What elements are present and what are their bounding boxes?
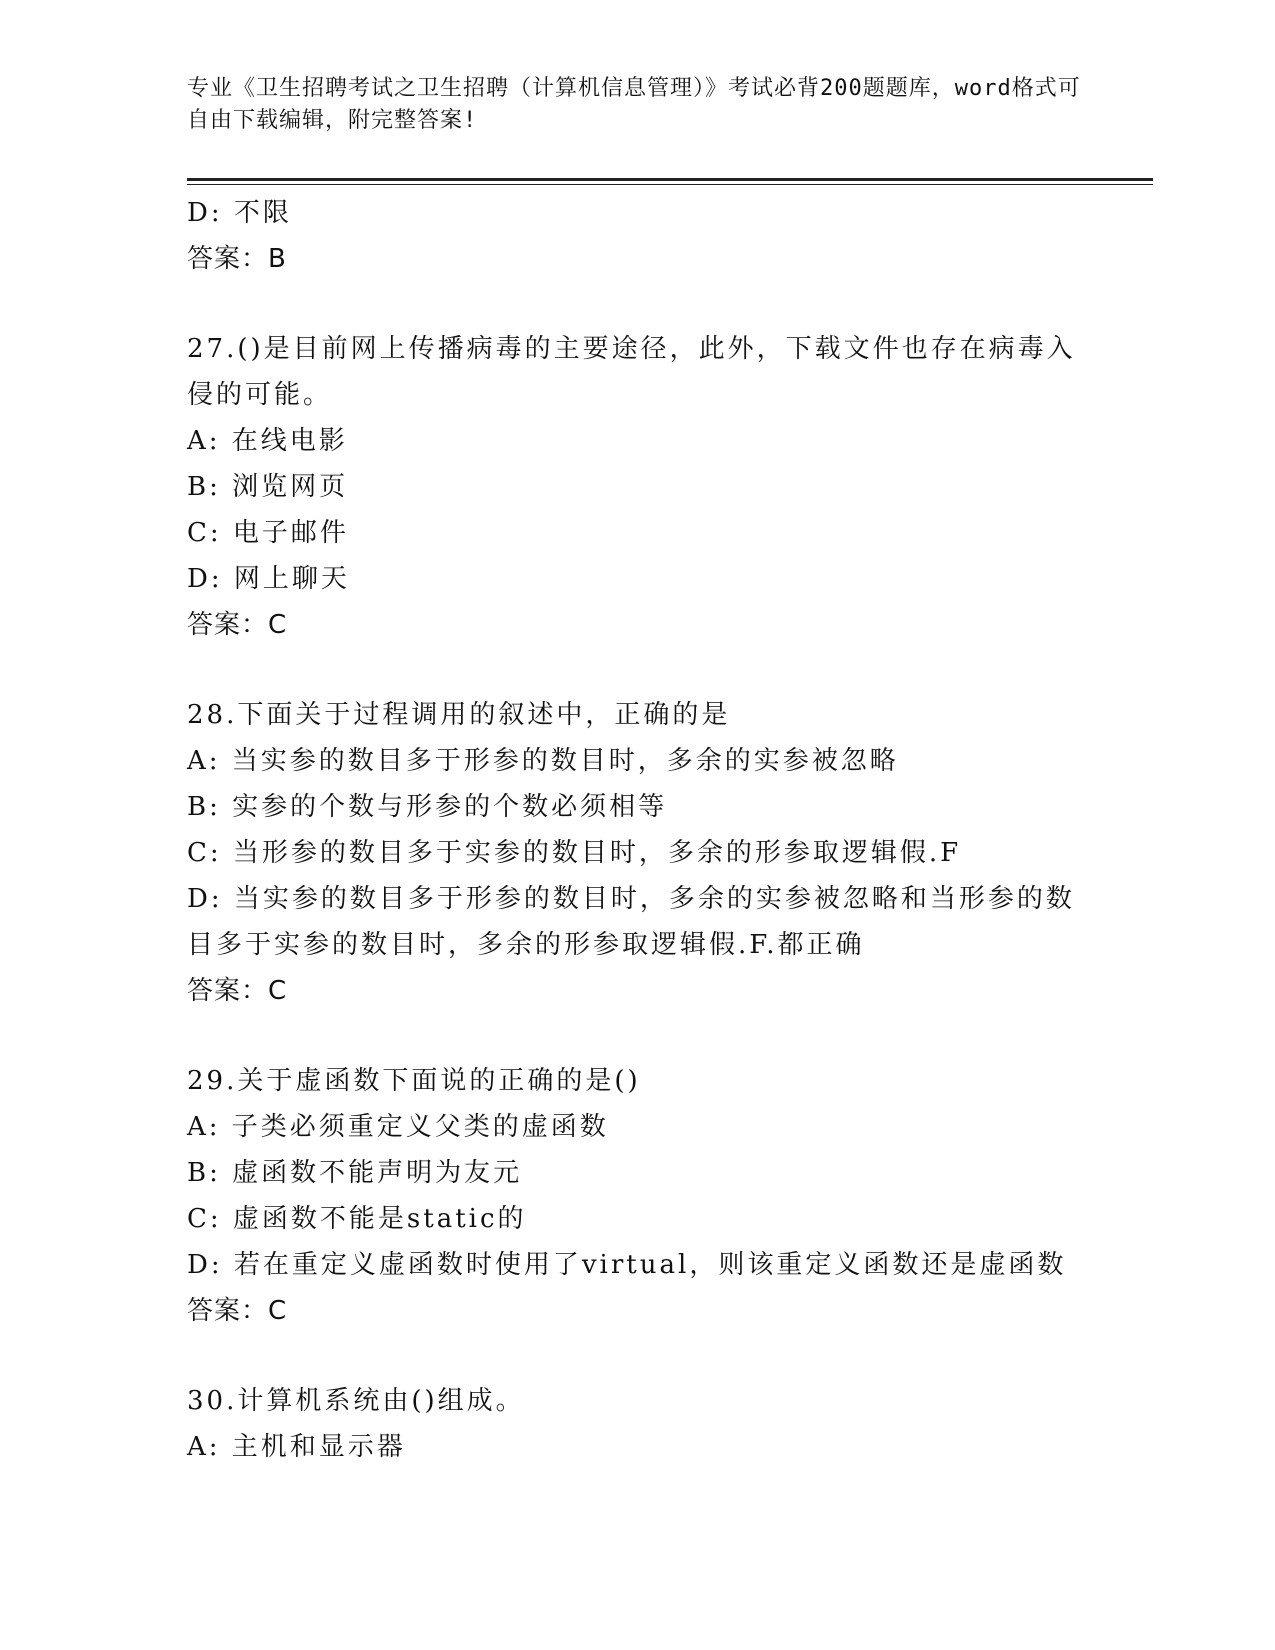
question-28 (187, 692, 1087, 1014)
option-d: D: 不限 (187, 198, 292, 228)
option-a: A: 主机和显示器 (187, 1432, 406, 1462)
option-d: D: 当实参的数目多于形参的数目时，多余的实参被忽略和当形参的数目多于实参的数目时，多余的形参取逻辑假.F.都正确 (187, 884, 1075, 960)
question-stem: 28.下面关于过程调用的叙述中，正确的是 (187, 700, 731, 730)
question-stem: 27.()是目前网上传播病毒的主要途径，此外，下载文件也存在病毒入侵的可能。 (187, 334, 1076, 410)
option-d: D: 网上聊天 (187, 564, 350, 594)
question-stem: 30.计算机系统由()组成。 (187, 1386, 525, 1416)
answer-line: 答案：C (187, 1296, 288, 1326)
question-30 (187, 1378, 1087, 1470)
option-a: A: 子类必须重定义父类的虚函数 (187, 1112, 609, 1142)
option-b: B: 虚函数不能声明为友元 (187, 1158, 523, 1188)
option-c: C: 当形参的数目多于实参的数目时，多余的形参取逻辑假.F (187, 838, 962, 868)
option-b: B: 实参的个数与形参的个数必须相等 (187, 792, 668, 822)
question-29 (187, 1058, 1087, 1334)
option-c: C: 虚函数不能是static的 (187, 1204, 527, 1234)
header-rule-thin (187, 184, 1153, 185)
document-header: 专业《卫生招聘考试之卫生招聘（计算机信息管理）》考试必背200题题库，word格式可自由下载编辑，附完整答案! (187, 76, 1081, 133)
option-a: A: 在线电影 (187, 426, 348, 456)
option-d: D: 若在重定义虚函数时使用了virtual，则该重定义函数还是虚函数 (187, 1250, 1067, 1280)
option-c: C: 电子邮件 (187, 518, 349, 548)
question-27 (187, 326, 1087, 648)
previous-question-tail (187, 190, 1087, 282)
option-a: A: 当实参的数目多于形参的数目时，多余的实参被忽略 (187, 746, 899, 776)
answer-line: 答案：B (187, 244, 287, 274)
question-stem: 29.关于虚函数下面说的正确的是() (187, 1066, 641, 1096)
header-rule-thick (187, 178, 1153, 181)
answer-line: 答案：C (187, 976, 288, 1006)
answer-line: 答案：C (187, 610, 288, 640)
question-list (187, 190, 1087, 1470)
option-b: B: 浏览网页 (187, 472, 349, 502)
